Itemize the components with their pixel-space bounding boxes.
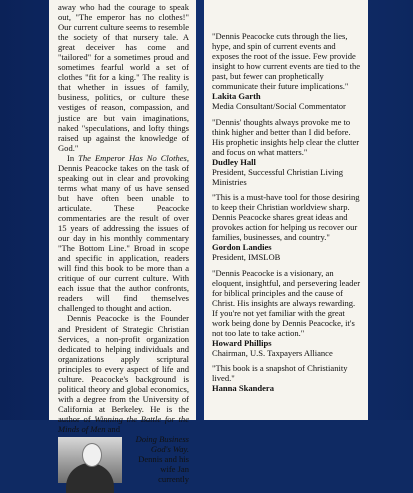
endorsement: [212, 192, 362, 262]
portrait-shoulders: [66, 463, 114, 493]
endorsement-text: "Dennis Peacocke is a visionary, an eloquent, insightful, and persevering leader for biblical principles and the cause of Christ. His insights are always rewarding. If you're not yet familiar with the great work being done by Dennis Peacocke, it's not too late to take action.": [212, 267, 361, 338]
intro-paragraph: away who had the courage to speak out, "The emperor has no clothes!" Our current culture seems to resemble the society of that nursery tale. A great deceiver has come and "tailored" for a sometimes proud and sometimes fearful world a set of clothes "fit for a king." The reality is that whether in issues of family, business, politics, or culture these vestiges of reason, compassion, and justice are but vain imaginations, naked "speculations, and lofty things raised up against the knowledge of God.": [58, 2, 189, 153]
endorser-name: Howard Phillips: [212, 337, 272, 348]
endorsement: [212, 31, 362, 112]
endorsement-text: "This is a must-have tool for those desiring to keep their Christian worldview sharp. Dennis Peacocke shares great ideas and provokes action for helping us recover our families, businesses, and country.": [212, 192, 360, 243]
summary-text: , Dennis Peacocke takes on the task of speaking out in clear and provoking terms what many of us have sensed but have often been unable to articulate. These Peacocke commentaries are the result of over 15 years of addressing the issues of our day in his monthly commentary "The Bottom Line." Broad in scope and specific in application, readers will find this book to be more than a critique of our current culture. With each issue that the author confronts, readers will find themselves challenged to thought and action.: [58, 152, 189, 314]
endorsement-text: "This book is a snapshot of Christianity lived.": [212, 363, 348, 384]
endorsement: [212, 117, 362, 187]
book-title: The Emperor Has No Clothes: [78, 152, 187, 163]
endorsement: [212, 268, 362, 359]
endorser-title: President, IMSLOB: [212, 252, 281, 263]
endorser-title: Media Consultant/Social Commentator: [212, 101, 346, 112]
endorser-name: Dudley Hall: [212, 156, 256, 167]
author-bio-and: and: [105, 423, 120, 434]
endorser-title: President, Successful Christian Living Ministries: [212, 166, 344, 187]
endorser-name: Hanna Skandera: [212, 383, 274, 394]
author-bio-continued: [58, 434, 189, 484]
author-bio-tail: [128, 434, 189, 484]
portrait-head: [82, 443, 102, 467]
author-bio-text: Dennis Peacocke is the Founder and President of Strategic Christian Services, a non-profit organization dedicated to helping individuals and organizations apply scriptural principles to every aspect of life and culture. Peacocke's background is political theory and global economics, with a degree from the University of California at Berkeley. He is the author of: [58, 313, 189, 424]
endorsement: [212, 363, 362, 393]
endorser-name: Lakita Garth: [212, 91, 261, 102]
endorser-name: Gordon Landies: [212, 242, 272, 253]
endorsement-text: "Dennis' thoughts always provoke me to think higher and better than I did before. His prophetic insights help clear the clutter and focus on what matters.": [212, 116, 360, 157]
endorsement-text: "Dennis Peacocke cuts through the lies, hype, and spin of current events and exposes the root of the issue. Few provide insight to how current events are tied to the past, but fewer can prophetically communicate their future implications.": [212, 31, 361, 92]
summary-lead: In: [67, 152, 79, 163]
summary-paragraph: [58, 153, 189, 314]
author-bio: [58, 313, 189, 434]
endorser-title: Chairman, U.S. Taxpayers Alliance: [212, 348, 333, 359]
author-portrait: [58, 437, 122, 483]
endorsements-column: [204, 0, 368, 420]
author-bio-tail-text: Dennis and his wife Jan currently: [138, 454, 189, 485]
author-book-2: Doing Business God's Way.: [135, 434, 189, 455]
description-column: [49, 0, 196, 485]
author-book-1: Winning the Battle for the Minds of Men: [58, 413, 189, 434]
